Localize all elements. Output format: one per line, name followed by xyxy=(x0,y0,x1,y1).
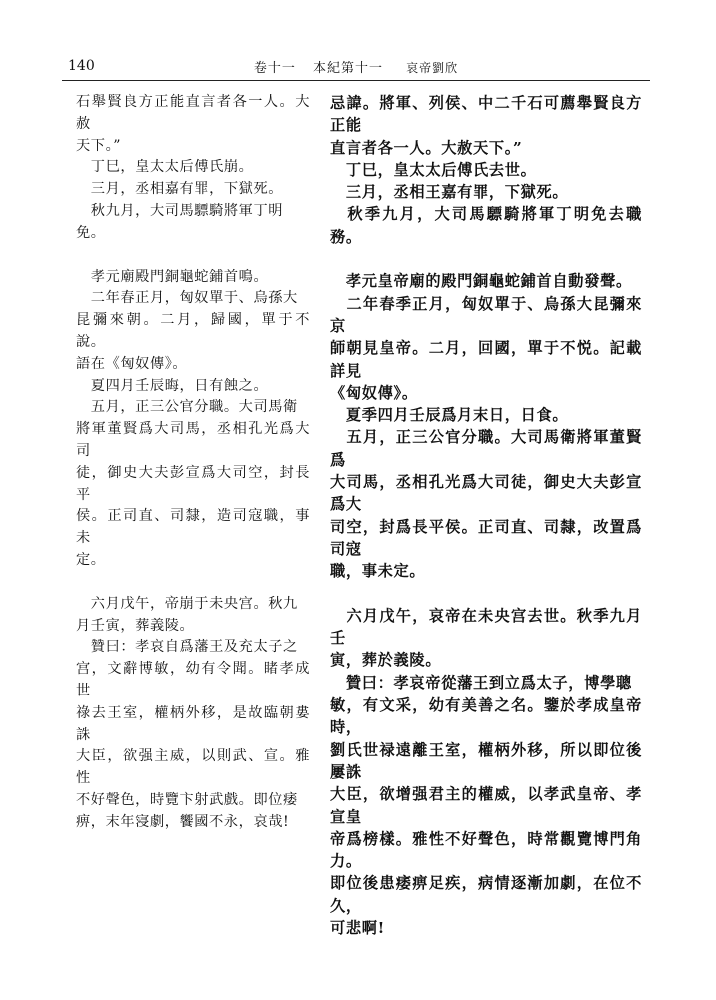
page-header xyxy=(62,52,650,81)
left-paragraph: 秋九月，大司馬驃騎將軍丁明 免。 xyxy=(76,202,284,241)
chapter-title: 本紀第十一 xyxy=(312,61,383,76)
right-paragraph: 孝元皇帝廟的殿門銅龜蛇鋪首自動發聲。 xyxy=(330,272,632,291)
left-paragraph: 二年春正月，匈奴單于、烏孫大 昆彌來朝。二月，歸國，單于不說。 語在《匈奴傳》。 xyxy=(76,290,310,372)
left-paragraph: 六月戊午，帝崩于未央宫。秋九 月壬寅，葬義陵。 xyxy=(76,595,298,634)
right-paragraph: 五月，正三公官分職。大司馬衛將軍董賢爲 大司馬，丞相孔光爲大司徒，御史大夫彭宣爲大 司空，封爲長平侯。正司直、司隸，改置爲司寇 職，事未定。 xyxy=(330,428,642,581)
right-paragraph: 丁巳，皇太太后傅氏去世。 xyxy=(330,160,537,179)
left-paragraph: 夏四月壬辰晦，日有蝕之。 xyxy=(76,377,269,394)
right-paragraph: 贊曰：孝哀帝從藩王到立爲太子，博學聰 敏，有文采，幼有美善之名。鑒於孝成皇帝時， 劉氏世禄遠離王室，權柄外移，所以即位後屢誅 大臣，欲增强君主的權威，以孝武皇帝、孝宣皇 帝爲榜樣。雅性不好聲色，時常觀覽博門角力。 即位後患痿痹足疾，病情逐漸加劇，在位不久， 可悲啊! xyxy=(330,673,642,937)
right-paragraph: 二年春季正月，匈奴單于、烏孫大昆彌來京 師朝見皇帝。二月，回國，單于不悦。記載詳見 《匈奴傳》。 xyxy=(330,294,642,402)
paragraph-gap xyxy=(76,245,310,267)
running-head xyxy=(62,57,650,76)
right-paragraph: 夏季四月壬辰爲月末日，日食。 xyxy=(330,406,569,425)
paragraph-gap xyxy=(330,583,642,605)
left-paragraph: 贊曰：孝哀自爲藩王及充太子之 宫，文辭博敏，幼有令聞。睹孝成世 祿去王室，權柄外移，是故臨朝婁誅 大臣，欲强主威，以則武、宣。雅性 不好聲色，時覽卞射武戲。即位痿 痹，末年寖劇，饗國不永，哀哉! xyxy=(76,639,310,830)
volume-title: 卷十一 xyxy=(253,61,296,76)
translation-column xyxy=(330,92,642,939)
classical-text-column xyxy=(76,92,310,834)
paragraph-gap xyxy=(76,572,310,594)
left-paragraph: 五月，正三公官分職。大司馬衛 將軍董賢爲大司馬，丞相孔光爲大司 徒，御史大夫彭宣爲大司空，封長平 侯。正司直、司隸，造司寇職，事未 定。 xyxy=(76,399,310,568)
left-paragraph: 孝元廟殿門銅龜蛇鋪首鳴。 xyxy=(76,268,269,285)
paragraph-gap xyxy=(330,248,642,270)
right-paragraph: 忌諱。將軍、列侯、中二千石可薦舉賢良方正能 直言者各一人。大赦天下。” xyxy=(330,94,642,157)
page-number: 140 xyxy=(68,58,95,74)
left-paragraph: 三月，丞相嘉有罪，下獄死。 xyxy=(76,181,284,198)
right-paragraph: 六月戊午，哀帝在未央宫去世。秋季九月壬 寅，葬於義陵。 xyxy=(330,606,642,670)
left-paragraph: 丁巳，皇太太后傅氏崩。 xyxy=(76,159,254,176)
left-paragraph: 石舉賢良方正能直言者各一人。大赦 天下。” xyxy=(76,94,310,154)
right-paragraph: 三月，丞相王嘉有罪，下獄死。 xyxy=(330,183,569,202)
subject-title: 哀帝劉欣 xyxy=(406,61,459,75)
right-paragraph: 秋季九月，大司馬驃騎將軍丁明免去職務。 xyxy=(330,205,642,246)
